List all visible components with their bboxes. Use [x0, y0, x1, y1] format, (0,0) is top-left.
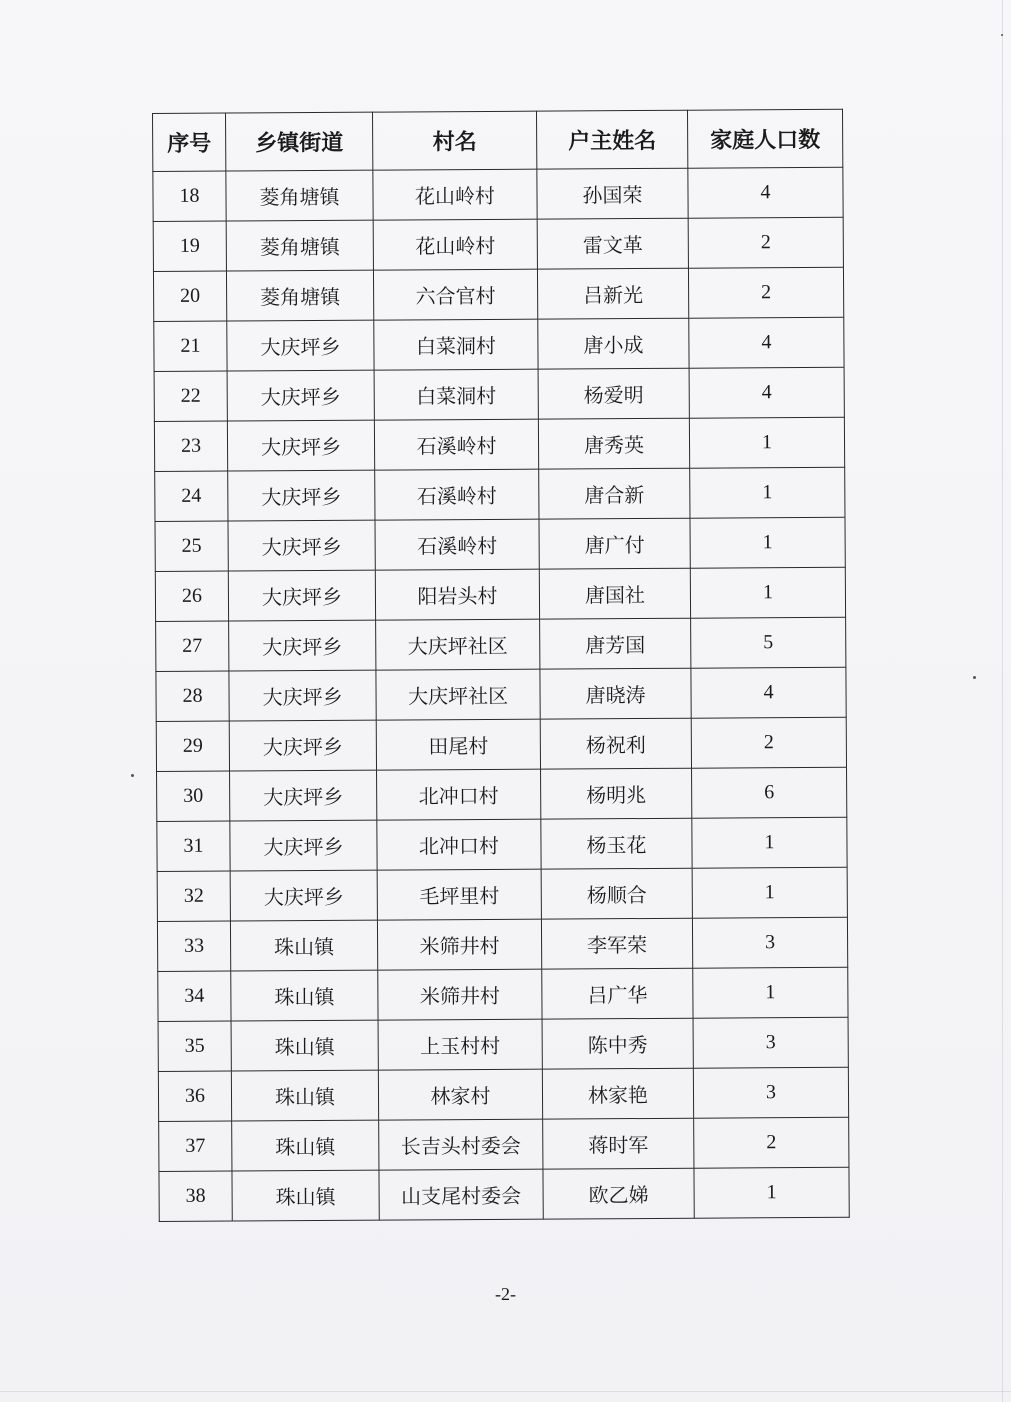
cell-family-size: 6 [692, 767, 847, 818]
cell-family-size: 4 [689, 367, 844, 418]
cell-householder: 吕新光 [537, 268, 688, 319]
cell-householder: 杨祝利 [540, 718, 691, 769]
cell-serial-no: 26 [155, 571, 228, 621]
cell-family-size: 1 [690, 517, 845, 568]
cell-township: 珠山镇 [231, 1070, 378, 1121]
cell-serial-no: 21 [154, 321, 227, 371]
cell-township: 珠山镇 [230, 920, 377, 971]
table-row [157, 867, 847, 921]
table-row [153, 167, 843, 221]
cell-village: 石溪岭村 [375, 519, 539, 570]
cell-serial-no: 30 [157, 771, 230, 821]
cell-serial-no: 29 [156, 721, 229, 771]
table-row [154, 417, 844, 471]
cell-householder: 唐广付 [539, 518, 690, 569]
cell-township: 大庆坪乡 [229, 720, 376, 771]
cell-serial-no: 34 [158, 971, 231, 1021]
table-row [153, 217, 843, 271]
cell-householder: 唐国社 [539, 568, 690, 619]
cell-village: 阳岩头村 [375, 569, 539, 620]
cell-township: 珠山镇 [231, 1020, 378, 1071]
table-row [154, 367, 844, 421]
table-row [156, 717, 846, 771]
cell-householder: 杨明兆 [541, 768, 692, 819]
cell-householder: 孙国荣 [537, 168, 688, 219]
cell-serial-no: 19 [153, 221, 226, 271]
cell-householder: 蒋时军 [543, 1118, 694, 1169]
cell-village: 北冲口村 [377, 769, 541, 820]
cell-township: 珠山镇 [231, 970, 378, 1021]
cell-serial-no: 27 [156, 621, 229, 671]
cell-township: 大庆坪乡 [227, 320, 374, 371]
cell-village: 花山岭村 [373, 169, 537, 220]
cell-village: 北冲口村 [377, 819, 541, 870]
cell-family-size: 2 [688, 267, 843, 318]
table-row [159, 1167, 849, 1221]
table-row [157, 917, 847, 971]
cell-householder: 雷文革 [537, 218, 688, 269]
cell-householder: 李军荣 [541, 918, 692, 969]
cell-family-size: 1 [694, 1167, 849, 1218]
scan-speck [131, 774, 134, 777]
table-row [155, 517, 845, 571]
cell-village: 大庆坪社区 [376, 619, 540, 670]
cell-township: 菱角塘镇 [226, 270, 373, 321]
cell-family-size: 3 [692, 917, 847, 968]
cell-township: 大庆坪乡 [229, 620, 376, 671]
cell-family-size: 1 [689, 417, 844, 468]
cell-township: 大庆坪乡 [228, 570, 375, 621]
cell-family-size: 4 [688, 167, 843, 218]
cell-householder: 杨顺合 [541, 868, 692, 919]
cell-family-size: 2 [694, 1117, 849, 1168]
scan-edge-bottom [0, 1391, 1011, 1392]
table-row [156, 667, 846, 721]
cell-family-size: 2 [691, 717, 846, 768]
cell-family-size: 1 [692, 817, 847, 868]
cell-serial-no: 25 [155, 521, 228, 571]
header-family-size: 家庭人口数 [687, 109, 842, 168]
table-row [154, 317, 844, 371]
cell-serial-no: 24 [155, 471, 228, 521]
cell-village: 山支尾村委会 [379, 1169, 543, 1220]
table-row [155, 467, 845, 521]
cell-village: 田尾村 [376, 719, 540, 770]
cell-township: 珠山镇 [232, 1170, 379, 1221]
cell-village: 米筛井村 [377, 919, 541, 970]
cell-township: 大庆坪乡 [230, 770, 377, 821]
table-row [158, 1067, 848, 1121]
table-row [155, 567, 845, 621]
scan-speck [1001, 34, 1003, 36]
cell-serial-no: 28 [156, 671, 229, 721]
cell-family-size: 4 [689, 317, 844, 368]
table-row [158, 1017, 848, 1071]
cell-village: 白菜洞村 [374, 369, 538, 420]
cell-township: 大庆坪乡 [227, 420, 374, 471]
cell-family-size: 5 [691, 617, 846, 668]
cell-serial-no: 31 [157, 821, 230, 871]
cell-householder: 杨爱明 [538, 368, 689, 419]
scan-speck [973, 676, 976, 679]
cell-family-size: 3 [693, 1017, 848, 1068]
scan-edge-right [1002, 0, 1003, 1402]
header-householder: 户主姓名 [536, 110, 687, 169]
cell-family-size: 1 [690, 467, 845, 518]
cell-village: 大庆坪社区 [376, 669, 540, 720]
cell-householder: 欧乙娣 [543, 1168, 694, 1219]
cell-serial-no: 36 [158, 1071, 231, 1121]
cell-township: 大庆坪乡 [228, 520, 375, 571]
cell-family-size: 1 [690, 567, 845, 618]
cell-householder: 陈中秀 [542, 1018, 693, 1069]
table-row [153, 267, 843, 321]
cell-family-size: 2 [688, 217, 843, 268]
cell-householder: 杨玉花 [541, 818, 692, 869]
table-row [158, 967, 848, 1021]
table-row [159, 1117, 849, 1171]
cell-householder: 唐晓涛 [540, 668, 691, 719]
cell-township: 大庆坪乡 [229, 670, 376, 721]
cell-village: 石溪岭村 [375, 469, 539, 520]
cell-family-size: 1 [692, 867, 847, 918]
cell-householder: 唐小成 [538, 318, 689, 369]
cell-village: 长吉头村委会 [379, 1119, 543, 1170]
cell-township: 大庆坪乡 [230, 870, 377, 921]
table-header-row [153, 109, 843, 171]
cell-township: 大庆坪乡 [230, 820, 377, 871]
cell-householder: 林家艳 [542, 1068, 693, 1119]
table-row [156, 617, 846, 671]
cell-serial-no: 32 [157, 871, 230, 921]
cell-village: 米筛井村 [378, 969, 542, 1020]
cell-village: 白菜洞村 [374, 319, 538, 370]
cell-serial-no: 20 [153, 271, 226, 321]
cell-township: 大庆坪乡 [228, 470, 375, 521]
cell-serial-no: 37 [159, 1121, 232, 1171]
cell-family-size: 1 [693, 967, 848, 1018]
cell-village: 毛坪里村 [377, 869, 541, 920]
header-township: 乡镇街道 [226, 112, 373, 171]
cell-village: 六合官村 [373, 269, 537, 320]
cell-township: 菱角塘镇 [226, 170, 373, 221]
cell-householder: 吕广华 [542, 968, 693, 1019]
cell-serial-no: 18 [153, 171, 226, 221]
cell-serial-no: 23 [154, 421, 227, 471]
cell-family-size: 3 [693, 1067, 848, 1118]
cell-householder: 唐芳国 [540, 618, 691, 669]
page-number: -2- [495, 1284, 516, 1304]
cell-village: 上玉村村 [378, 1019, 542, 1070]
cell-serial-no: 35 [158, 1021, 231, 1071]
table-body [153, 167, 849, 1221]
header-village: 村名 [372, 111, 536, 170]
cell-village: 林家村 [378, 1069, 542, 1120]
cell-serial-no: 38 [159, 1171, 232, 1221]
cell-township: 珠山镇 [232, 1120, 379, 1171]
cell-serial-no: 22 [154, 371, 227, 421]
table-row [157, 817, 847, 871]
household-table [152, 109, 850, 1222]
cell-township: 大庆坪乡 [227, 370, 374, 421]
cell-serial-no: 33 [157, 921, 230, 971]
cell-village: 石溪岭村 [374, 419, 538, 470]
cell-householder: 唐合新 [539, 468, 690, 519]
cell-village: 花山岭村 [373, 219, 537, 270]
cell-family-size: 4 [691, 667, 846, 718]
cell-township: 菱角塘镇 [226, 220, 373, 271]
table-row [157, 767, 847, 821]
header-serial-no: 序号 [153, 113, 226, 171]
cell-householder: 唐秀英 [538, 418, 689, 469]
